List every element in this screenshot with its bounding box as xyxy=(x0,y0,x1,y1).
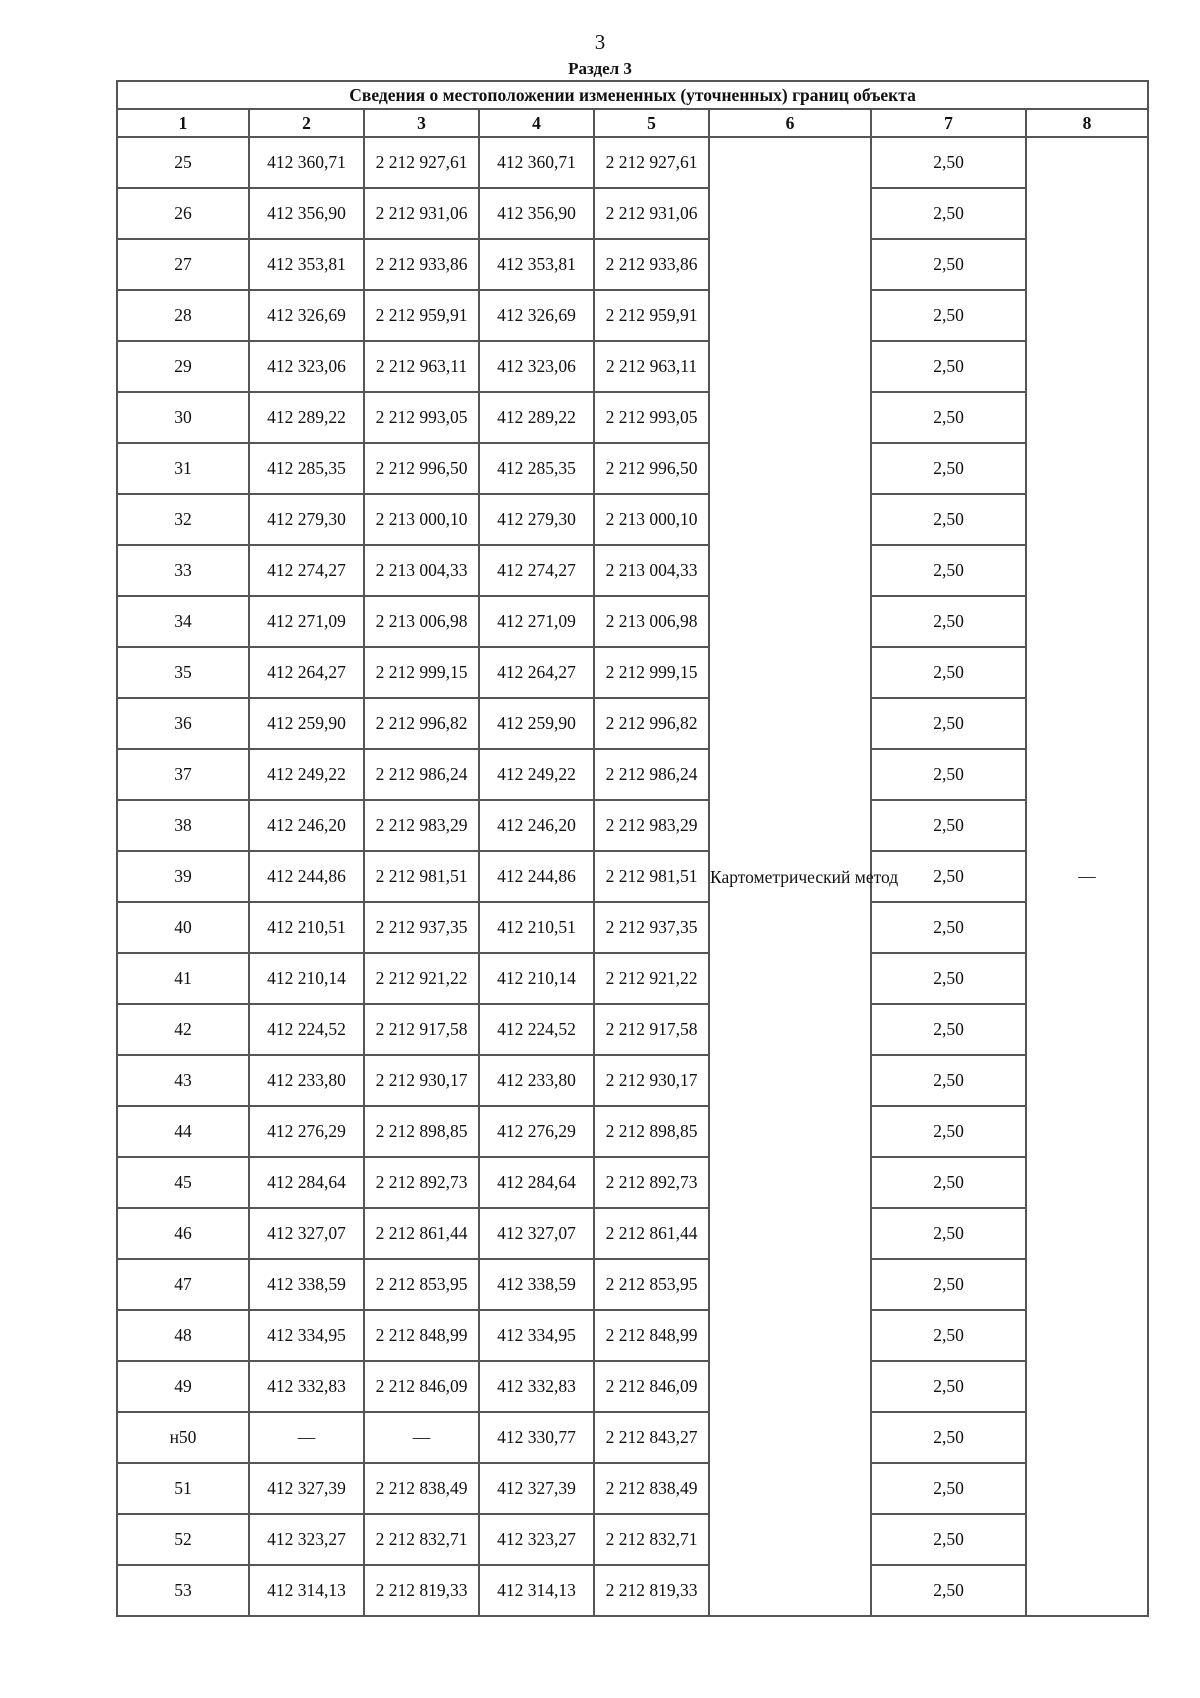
new-y-cell: 2 212 861,44 xyxy=(594,1208,709,1259)
new-y-cell: 2 212 986,24 xyxy=(594,749,709,800)
point-number-cell: 53 xyxy=(117,1565,249,1616)
point-number-cell: 37 xyxy=(117,749,249,800)
point-number-cell: 34 xyxy=(117,596,249,647)
page-number: 3 xyxy=(594,30,606,54)
point-number-cell: 38 xyxy=(117,800,249,851)
accuracy-cell: 2,50 xyxy=(871,1412,1026,1463)
point-number-cell: 35 xyxy=(117,647,249,698)
new-x-cell: 412 276,29 xyxy=(479,1106,594,1157)
new-y-cell: 2 212 917,58 xyxy=(594,1004,709,1055)
point-number-cell: 49 xyxy=(117,1361,249,1412)
column-header: 7 xyxy=(871,109,1026,137)
old-y-cell: 2 212 838,49 xyxy=(364,1463,479,1514)
old-y-cell: 2 212 848,99 xyxy=(364,1310,479,1361)
accuracy-cell: 2,50 xyxy=(871,851,1026,902)
old-x-cell: 412 210,14 xyxy=(249,953,364,1004)
new-y-cell: 2 212 846,09 xyxy=(594,1361,709,1412)
new-x-cell: 412 330,77 xyxy=(479,1412,594,1463)
accuracy-cell: 2,50 xyxy=(871,494,1026,545)
old-x-cell: 412 334,95 xyxy=(249,1310,364,1361)
point-number-cell: 41 xyxy=(117,953,249,1004)
new-x-cell: 412 264,27 xyxy=(479,647,594,698)
point-number-cell: 33 xyxy=(117,545,249,596)
old-y-cell: 2 212 933,86 xyxy=(364,239,479,290)
point-number-cell: н50 xyxy=(117,1412,249,1463)
table-row xyxy=(117,494,1148,545)
new-y-cell: 2 212 996,50 xyxy=(594,443,709,494)
new-x-cell: 412 210,51 xyxy=(479,902,594,953)
old-y-cell: 2 212 963,11 xyxy=(364,341,479,392)
old-x-cell: 412 338,59 xyxy=(249,1259,364,1310)
new-y-cell: 2 212 848,99 xyxy=(594,1310,709,1361)
table-row xyxy=(117,1208,1148,1259)
table-row xyxy=(117,1004,1148,1055)
new-y-cell: 2 212 937,35 xyxy=(594,902,709,953)
old-x-cell: 412 356,90 xyxy=(249,188,364,239)
accuracy-cell: 2,50 xyxy=(871,443,1026,494)
table-row xyxy=(117,1565,1148,1616)
accuracy-cell: 2,50 xyxy=(871,545,1026,596)
accuracy-cell: 2,50 xyxy=(871,1514,1026,1565)
table-row xyxy=(117,1106,1148,1157)
old-y-cell: 2 212 931,06 xyxy=(364,188,479,239)
table-row xyxy=(117,902,1148,953)
accuracy-cell: 2,50 xyxy=(871,1055,1026,1106)
old-x-cell: 412 332,83 xyxy=(249,1361,364,1412)
old-x-cell: 412 271,09 xyxy=(249,596,364,647)
point-number-cell: 29 xyxy=(117,341,249,392)
new-x-cell: 412 224,52 xyxy=(479,1004,594,1055)
old-y-cell: 2 212 892,73 xyxy=(364,1157,479,1208)
new-y-cell: 2 213 004,33 xyxy=(594,545,709,596)
new-y-cell: 2 212 996,82 xyxy=(594,698,709,749)
old-y-cell: 2 212 937,35 xyxy=(364,902,479,953)
old-y-cell: 2 212 861,44 xyxy=(364,1208,479,1259)
accuracy-cell: 2,50 xyxy=(871,902,1026,953)
new-y-cell: 2 212 959,91 xyxy=(594,290,709,341)
new-y-cell: 2 212 832,71 xyxy=(594,1514,709,1565)
method-cell: Картометрический метод xyxy=(709,137,871,1616)
table-row xyxy=(117,1514,1148,1565)
old-y-cell: 2 212 819,33 xyxy=(364,1565,479,1616)
column-header-row xyxy=(117,109,1148,137)
table-row xyxy=(117,953,1148,1004)
point-number-cell: 52 xyxy=(117,1514,249,1565)
table-row xyxy=(117,851,1148,902)
new-x-cell: 412 285,35 xyxy=(479,443,594,494)
new-x-cell: 412 327,39 xyxy=(479,1463,594,1514)
new-x-cell: 412 271,09 xyxy=(479,596,594,647)
column-header: 6 xyxy=(709,109,871,137)
table-row xyxy=(117,1055,1148,1106)
table-row xyxy=(117,596,1148,647)
accuracy-cell: 2,50 xyxy=(871,953,1026,1004)
point-number-cell: 46 xyxy=(117,1208,249,1259)
old-x-cell: 412 327,07 xyxy=(249,1208,364,1259)
old-y-cell: 2 212 983,29 xyxy=(364,800,479,851)
new-y-cell: 2 213 006,98 xyxy=(594,596,709,647)
column-header: 2 xyxy=(249,109,364,137)
old-y-cell: 2 213 006,98 xyxy=(364,596,479,647)
new-x-cell: 412 326,69 xyxy=(479,290,594,341)
new-y-cell: 2 212 819,33 xyxy=(594,1565,709,1616)
old-x-cell: 412 289,22 xyxy=(249,392,364,443)
point-number-cell: 32 xyxy=(117,494,249,545)
new-x-cell: 412 244,86 xyxy=(479,851,594,902)
new-x-cell: 412 338,59 xyxy=(479,1259,594,1310)
old-x-cell: 412 233,80 xyxy=(249,1055,364,1106)
table-row xyxy=(117,800,1148,851)
point-number-cell: 48 xyxy=(117,1310,249,1361)
accuracy-cell: 2,50 xyxy=(871,341,1026,392)
table-row xyxy=(117,392,1148,443)
new-x-cell: 412 274,27 xyxy=(479,545,594,596)
old-y-cell: 2 212 981,51 xyxy=(364,851,479,902)
old-x-cell: 412 276,29 xyxy=(249,1106,364,1157)
old-x-cell: 412 279,30 xyxy=(249,494,364,545)
accuracy-cell: 2,50 xyxy=(871,137,1026,188)
old-x-cell: 412 327,39 xyxy=(249,1463,364,1514)
old-x-cell: 412 210,51 xyxy=(249,902,364,953)
accuracy-cell: 2,50 xyxy=(871,1310,1026,1361)
new-y-cell: 2 212 927,61 xyxy=(594,137,709,188)
old-y-cell: 2 212 846,09 xyxy=(364,1361,479,1412)
point-number-cell: 39 xyxy=(117,851,249,902)
old-x-cell: — xyxy=(249,1412,364,1463)
new-x-cell: 412 353,81 xyxy=(479,239,594,290)
new-x-cell: 412 360,71 xyxy=(479,137,594,188)
new-y-cell: 2 212 921,22 xyxy=(594,953,709,1004)
accuracy-cell: 2,50 xyxy=(871,596,1026,647)
new-x-cell: 412 356,90 xyxy=(479,188,594,239)
table-row xyxy=(117,239,1148,290)
old-y-cell: 2 212 927,61 xyxy=(364,137,479,188)
accuracy-cell: 2,50 xyxy=(871,1565,1026,1616)
point-number-cell: 28 xyxy=(117,290,249,341)
old-y-cell: 2 212 832,71 xyxy=(364,1514,479,1565)
new-x-cell: 412 284,64 xyxy=(479,1157,594,1208)
point-number-cell: 31 xyxy=(117,443,249,494)
new-y-cell: 2 212 843,27 xyxy=(594,1412,709,1463)
new-y-cell: 2 212 983,29 xyxy=(594,800,709,851)
point-number-cell: 44 xyxy=(117,1106,249,1157)
table-row xyxy=(117,1361,1148,1412)
old-y-cell: 2 212 853,95 xyxy=(364,1259,479,1310)
old-y-cell: 2 212 959,91 xyxy=(364,290,479,341)
old-x-cell: 412 274,27 xyxy=(249,545,364,596)
old-x-cell: 412 285,35 xyxy=(249,443,364,494)
new-y-cell: 2 212 981,51 xyxy=(594,851,709,902)
new-y-cell: 2 212 853,95 xyxy=(594,1259,709,1310)
new-y-cell: 2 212 892,73 xyxy=(594,1157,709,1208)
new-y-cell: 2 212 993,05 xyxy=(594,392,709,443)
boundary-coordinates-table xyxy=(116,80,1149,1617)
new-x-cell: 412 246,20 xyxy=(479,800,594,851)
accuracy-cell: 2,50 xyxy=(871,1463,1026,1514)
new-x-cell: 412 314,13 xyxy=(479,1565,594,1616)
table-row xyxy=(117,1157,1148,1208)
point-number-cell: 47 xyxy=(117,1259,249,1310)
table-row xyxy=(117,137,1148,188)
column8-cell: — xyxy=(1026,137,1148,1616)
point-number-cell: 26 xyxy=(117,188,249,239)
point-number-cell: 45 xyxy=(117,1157,249,1208)
accuracy-cell: 2,50 xyxy=(871,1208,1026,1259)
accuracy-cell: 2,50 xyxy=(871,1361,1026,1412)
old-y-cell: 2 212 996,50 xyxy=(364,443,479,494)
new-x-cell: 412 323,06 xyxy=(479,341,594,392)
accuracy-cell: 2,50 xyxy=(871,1259,1026,1310)
table-row xyxy=(117,749,1148,800)
old-y-cell: 2 213 000,10 xyxy=(364,494,479,545)
table-row xyxy=(117,443,1148,494)
section-title: Раздел 3 xyxy=(568,59,632,78)
table-row xyxy=(117,341,1148,392)
old-x-cell: 412 249,22 xyxy=(249,749,364,800)
accuracy-cell: 2,50 xyxy=(871,698,1026,749)
point-number-cell: 40 xyxy=(117,902,249,953)
old-x-cell: 412 244,86 xyxy=(249,851,364,902)
column-header: 8 xyxy=(1026,109,1148,137)
old-x-cell: 412 326,69 xyxy=(249,290,364,341)
table-row xyxy=(117,290,1148,341)
point-number-cell: 27 xyxy=(117,239,249,290)
old-y-cell: — xyxy=(364,1412,479,1463)
old-y-cell: 2 212 921,22 xyxy=(364,953,479,1004)
accuracy-cell: 2,50 xyxy=(871,239,1026,290)
new-y-cell: 2 212 963,11 xyxy=(594,341,709,392)
table-row xyxy=(117,1259,1148,1310)
old-y-cell: 2 212 999,15 xyxy=(364,647,479,698)
new-x-cell: 412 334,95 xyxy=(479,1310,594,1361)
new-x-cell: 412 289,22 xyxy=(479,392,594,443)
old-x-cell: 412 224,52 xyxy=(249,1004,364,1055)
point-number-cell: 51 xyxy=(117,1463,249,1514)
point-number-cell: 43 xyxy=(117,1055,249,1106)
old-x-cell: 412 264,27 xyxy=(249,647,364,698)
column-header: 3 xyxy=(364,109,479,137)
accuracy-cell: 2,50 xyxy=(871,1106,1026,1157)
table-row xyxy=(117,188,1148,239)
accuracy-cell: 2,50 xyxy=(871,188,1026,239)
new-y-cell: 2 212 898,85 xyxy=(594,1106,709,1157)
table-row xyxy=(117,647,1148,698)
accuracy-cell: 2,50 xyxy=(871,647,1026,698)
old-y-cell: 2 212 986,24 xyxy=(364,749,479,800)
new-x-cell: 412 327,07 xyxy=(479,1208,594,1259)
table-caption-row xyxy=(117,81,1148,109)
old-y-cell: 2 212 930,17 xyxy=(364,1055,479,1106)
old-y-cell: 2 212 917,58 xyxy=(364,1004,479,1055)
new-y-cell: 2 212 933,86 xyxy=(594,239,709,290)
table-row xyxy=(117,1412,1148,1463)
old-x-cell: 412 353,81 xyxy=(249,239,364,290)
accuracy-cell: 2,50 xyxy=(871,1157,1026,1208)
table-caption: Сведения о местоположении измененных (уточненных) границ объекта xyxy=(117,81,1148,109)
accuracy-cell: 2,50 xyxy=(871,1004,1026,1055)
new-x-cell: 412 210,14 xyxy=(479,953,594,1004)
new-y-cell: 2 212 930,17 xyxy=(594,1055,709,1106)
column-header: 1 xyxy=(117,109,249,137)
old-x-cell: 412 314,13 xyxy=(249,1565,364,1616)
new-x-cell: 412 323,27 xyxy=(479,1514,594,1565)
old-y-cell: 2 212 993,05 xyxy=(364,392,479,443)
old-x-cell: 412 246,20 xyxy=(249,800,364,851)
table-row xyxy=(117,698,1148,749)
point-number-cell: 36 xyxy=(117,698,249,749)
old-y-cell: 2 213 004,33 xyxy=(364,545,479,596)
new-x-cell: 412 249,22 xyxy=(479,749,594,800)
accuracy-cell: 2,50 xyxy=(871,800,1026,851)
new-x-cell: 412 259,90 xyxy=(479,698,594,749)
new-y-cell: 2 212 999,15 xyxy=(594,647,709,698)
new-y-cell: 2 213 000,10 xyxy=(594,494,709,545)
new-x-cell: 412 279,30 xyxy=(479,494,594,545)
accuracy-cell: 2,50 xyxy=(871,290,1026,341)
new-y-cell: 2 212 838,49 xyxy=(594,1463,709,1514)
old-x-cell: 412 323,06 xyxy=(249,341,364,392)
column-header: 4 xyxy=(479,109,594,137)
table-row xyxy=(117,1463,1148,1514)
point-number-cell: 25 xyxy=(117,137,249,188)
new-x-cell: 412 332,83 xyxy=(479,1361,594,1412)
new-x-cell: 412 233,80 xyxy=(479,1055,594,1106)
point-number-cell: 30 xyxy=(117,392,249,443)
accuracy-cell: 2,50 xyxy=(871,392,1026,443)
accuracy-cell: 2,50 xyxy=(871,749,1026,800)
old-y-cell: 2 212 996,82 xyxy=(364,698,479,749)
point-number-cell: 42 xyxy=(117,1004,249,1055)
old-y-cell: 2 212 898,85 xyxy=(364,1106,479,1157)
old-x-cell: 412 284,64 xyxy=(249,1157,364,1208)
table-row xyxy=(117,1310,1148,1361)
new-y-cell: 2 212 931,06 xyxy=(594,188,709,239)
column-header: 5 xyxy=(594,109,709,137)
table-row xyxy=(117,545,1148,596)
old-x-cell: 412 323,27 xyxy=(249,1514,364,1565)
old-x-cell: 412 259,90 xyxy=(249,698,364,749)
old-x-cell: 412 360,71 xyxy=(249,137,364,188)
